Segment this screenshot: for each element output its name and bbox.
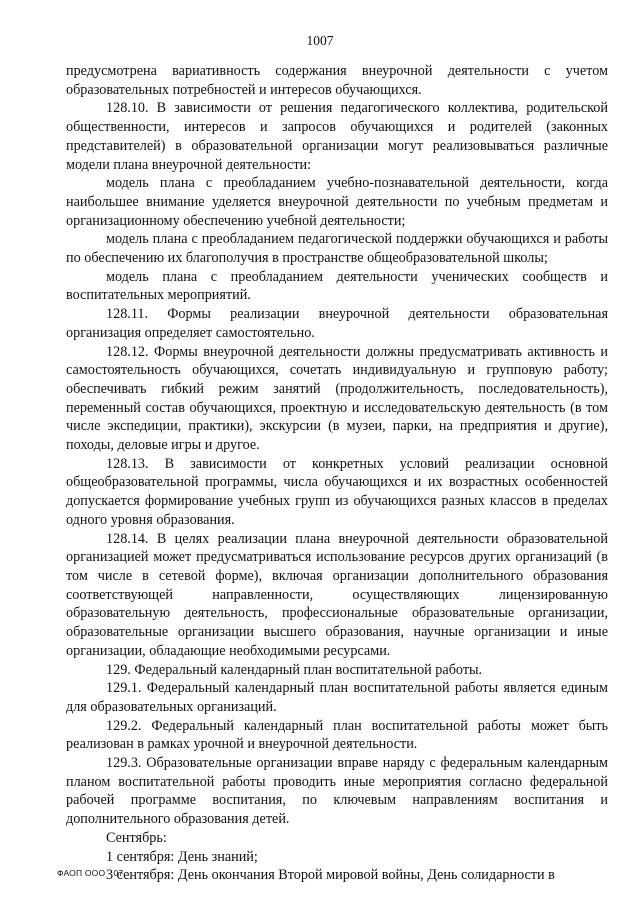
- paragraph: предусмотрена вариативность содержания внеурочной деятельности с учетом образовательных потребностей и интересов обучающихся.: [66, 63, 608, 98]
- paragraph: модель плана с преобладанием учебно-познавательной деятельности, когда наибольшее внимание уделяется внеурочной деятельности по учебным предметам и организационному обеспечению учебной деятельности;: [66, 175, 608, 229]
- paragraph: 1 сентября: День знаний;: [106, 848, 258, 865]
- paragraph: 128.11. Формы реализации внеурочной деятельности образовательная организация определяет самостоятельно.: [66, 306, 608, 341]
- paragraph: 129.1. Федеральный календарный план воспитательной работы является единым для образовательных организаций.: [66, 680, 608, 715]
- paragraph: 128.12. Формы внеурочной деятельности должны предусматривать активность и самостоятельность обучающихся, сочетать индивидуальную и групповую работу; обеспечивать гибкий режим занятий (продолжительность, последовательность), переменный состав обучающихся, проектную и исследовательскую деятельность (в том числе экспедиции, практики), экскурсии (в музеи, парки, на предприятия и другие), походы, деловые игры и другое.: [66, 343, 608, 454]
- paragraph: 129. Федеральный календарный план воспитательной работы.: [106, 661, 483, 678]
- document-body: [66, 62, 608, 885]
- footer-code: ФАОП ООО - 07: [57, 868, 124, 878]
- paragraph: модель плана с преобладанием деятельности ученических сообществ и воспитательных мероприятий.: [66, 268, 608, 304]
- page-number: 1007: [306, 33, 334, 48]
- paragraph: 128.13. В зависимости от конкретных условий реализации основной общеобразовательной программы, числа обучающихся и их возрастных особенностей допускается формирование учебных групп из обучающихся разных классов в пределах одного уровня образования.: [66, 455, 608, 528]
- paragraph: модель плана с преобладанием педагогической поддержки обучающихся и работы по обеспечению их благополучия в пространстве общеобразовательной школы;: [66, 231, 608, 267]
- paragraph: 129.2. Федеральный календарный план воспитательной работы может быть реализован в рамках урочной и внеурочной деятельности.: [66, 717, 608, 753]
- paragraph: 3 сентября: День окончания Второй мировой войны, День солидарности в: [106, 867, 555, 884]
- paragraph: 129.3. Образовательные организации вправе наряду с федеральным календарным планом воспитательной работы проводить иные мероприятия согласно федеральной рабочей программе воспитания, по ключевым направлениям воспитания и дополнительного образования детей.: [66, 755, 608, 828]
- paragraph: Сентябрь:: [106, 829, 167, 846]
- paragraph: 128.14. В целях реализации плана внеурочной деятельности образовательной организацией может предусматриваться использование ресурсов других организаций (в том числе в сетевой форме), включая организации дополнительного образования соответствующей направленности, осуществляющих лицензированную образовательную деятельность, профессиональные образовательные организации, образовательные организации высшего образования, научные организации и иные организации, обладающие необходимыми ресурсами.: [66, 530, 608, 659]
- paragraph: 128.10. В зависимости от решения педагогического коллектива, родительской общественности, интересов и запросов обучающихся и родителей (законных представителей) в образовательной организации могут реализовываться различные модели плана внеурочной деятельности:: [66, 100, 608, 173]
